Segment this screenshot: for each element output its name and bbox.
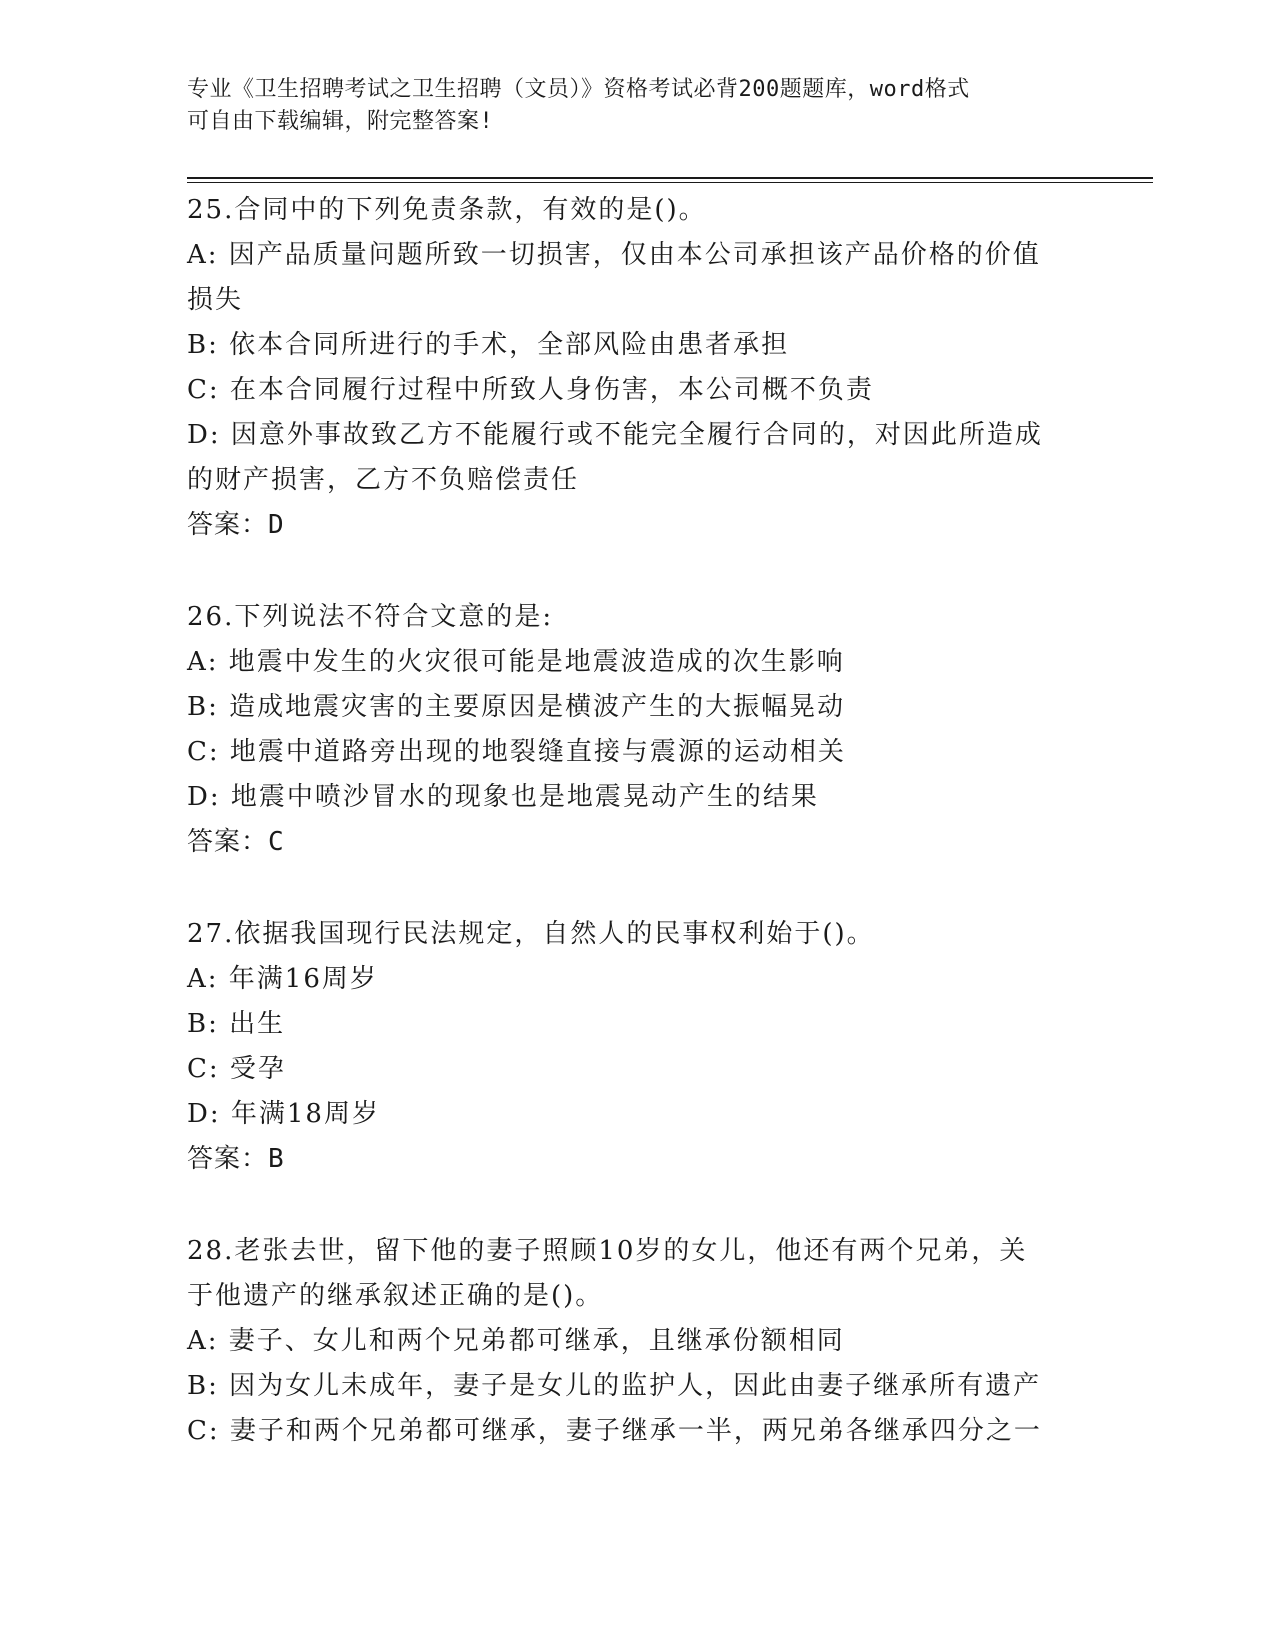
- spacer: [187, 1182, 1087, 1229]
- option-b: B: 出生: [187, 1009, 286, 1039]
- option-c: C: 受孕: [187, 1054, 286, 1084]
- spacer: [187, 865, 1087, 912]
- option-c: C: 在本合同履行过程中所致人身伤害，本公司概不负责: [187, 375, 874, 405]
- question-27: [187, 912, 1087, 1182]
- question-28: [187, 1229, 1087, 1454]
- question-list: [187, 188, 1087, 1454]
- option-b: B: 造成地震灾害的主要原因是横波产生的大振幅晃动: [187, 692, 846, 722]
- option-d: D: 地震中喷沙冒水的现象也是地震晃动产生的结果: [187, 782, 819, 812]
- option-a: A: 年满16周岁: [187, 964, 378, 994]
- answer: 答案：D: [187, 510, 285, 540]
- header-line-2: 可自由下载编辑，附完整答案!: [187, 109, 494, 134]
- option-a: A: 妻子、女儿和两个兄弟都可继承，且继承份额相同: [187, 1326, 845, 1356]
- question-stem: 25.合同中的下列免责条款，有效的是()。: [187, 195, 707, 225]
- option-c: C: 妻子和两个兄弟都可继承，妻子继承一半，两兄弟各继承四分之一: [187, 1416, 1042, 1446]
- option-c: C: 地震中道路旁出现的地裂缝直接与震源的运动相关: [187, 737, 846, 767]
- header-divider-thin: [187, 182, 1153, 183]
- option-d: D: 因意外事故致乙方不能履行或不能完全履行合同的，对因此所造成: [187, 420, 1043, 450]
- document-header: [187, 74, 1067, 138]
- question-stem: 26.下列说法不符合文意的是:: [187, 602, 554, 632]
- answer: 答案：C: [187, 827, 285, 857]
- header-divider-thick: [187, 177, 1153, 179]
- question-stem: 27.依据我国现行民法规定，自然人的民事权利始于()。: [187, 919, 875, 949]
- question-26: [187, 595, 1087, 865]
- header-line-1: 专业《卫生招聘考试之卫生招聘（文员）》资格考试必背200题题库，word格式: [187, 77, 970, 102]
- spacer: [187, 548, 1087, 595]
- option-a: A: 地震中发生的火灾很可能是地震波造成的次生影响: [187, 647, 845, 677]
- question-stem: 28.老张去世，留下他的妻子照顾10岁的女儿，他还有两个兄弟，关: [187, 1236, 1028, 1266]
- option-b: B: 依本合同所进行的手术，全部风险由患者承担: [187, 330, 790, 360]
- question-25: [187, 188, 1087, 548]
- option-b: B: 因为女儿未成年，妻子是女儿的监护人，因此由妻子继承所有遗产: [187, 1371, 1042, 1401]
- answer: 答案：B: [187, 1144, 285, 1174]
- option-a: A: 因产品质量问题所致一切损害，仅由本公司承担该产品价格的价值: [187, 240, 1041, 270]
- option-a-continued: 损失: [187, 285, 244, 315]
- option-d-continued: 的财产损害，乙方不负赔偿责任: [187, 465, 580, 495]
- question-stem-continued: 于他遗产的继承叙述正确的是()。: [187, 1281, 604, 1311]
- option-d: D: 年满18周岁: [187, 1099, 380, 1129]
